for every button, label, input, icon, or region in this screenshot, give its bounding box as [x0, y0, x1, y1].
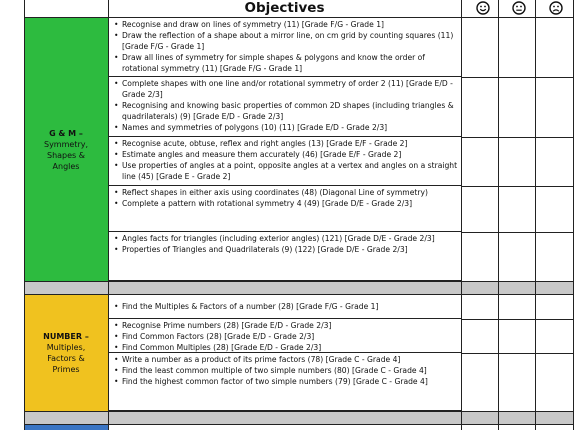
- objective-item: • Recognise and draw on lines of symmetry (11) [Grade F/G - Grade 1]: [122, 19, 459, 30]
- objective-item: • Find the Multiples & Factors of a number (28) [Grade F/G - Grade 1]: [122, 301, 459, 312]
- objective-block: [108, 295, 461, 319]
- objective-item: • Properties of Triangles and Quadrilaterals (9) (122) [Grade D/E - Grade 2/3]: [122, 244, 459, 255]
- objective-block: [108, 77, 461, 137]
- sad-face-icon: [549, 1, 563, 15]
- grid-line: [461, 353, 574, 354]
- category-next: [24, 425, 108, 430]
- objective-item: • Recognise Prime numbers (28) [Grade E/D - Grade 2/3]: [122, 320, 459, 331]
- grid-line: [461, 0, 462, 430]
- separator-row: [24, 281, 574, 295]
- grid-line: [535, 0, 536, 430]
- table-header: [24, 0, 574, 18]
- objective-block: [108, 186, 461, 232]
- category-geometry: [24, 18, 108, 281]
- objective-item: • Find Common Multiples (28) [Grade E/D - Grade 2/3]: [122, 342, 459, 353]
- separator-row: [24, 411, 574, 425]
- category-title: G & M –: [49, 128, 83, 138]
- objective-block: [108, 319, 461, 353]
- objective-item: • Write a number as a product of its prime factors (78) [Grade C - Grade 4]: [122, 354, 459, 365]
- category-number: [24, 295, 108, 411]
- objective-block: [108, 232, 461, 281]
- grid-line: [461, 77, 574, 78]
- objective-item: • Angles facts for triangles (including exterior angles) (121) [Grade D/E - Grade 2/3]: [122, 233, 459, 244]
- neutral-face-icon: [512, 1, 526, 15]
- category-line: Factors &: [47, 354, 85, 363]
- grid-line: [498, 0, 499, 430]
- category-title: NUMBER –: [43, 332, 89, 341]
- objective-item: • Find the least common multiple of two simple numbers (80) [Grade C - Grade 4]: [122, 365, 459, 376]
- objective-item: • Reflect shapes in either axis using coordinates (48) (Diagonal Line of symmetry): [122, 187, 459, 198]
- objective-item: • Find Common Factors (28) [Grade E/D - Grade 2/3]: [122, 331, 459, 342]
- category-line: Symmetry,: [43, 139, 89, 149]
- category-line: Multiples,: [46, 343, 86, 352]
- objective-item: • Recognise acute, obtuse, reflex and right angles (13) [Grade E/F - Grade 2]: [122, 138, 459, 149]
- grid-line: [461, 137, 574, 138]
- objective-item: • Names and symmetries of polygons (10) (11) [Grade E/D - Grade 2/3]: [122, 122, 459, 133]
- grid-line: [461, 319, 574, 320]
- objective-item: • Draw the reflection of a shape about a mirror line, on cm grid by counting squares (11) [Grade F/G - Grade 1]: [122, 30, 459, 52]
- grid-line: [461, 186, 574, 187]
- objective-item: • Estimate angles and measure them accurately (46) [Grade E/F - Grade 2]: [122, 149, 459, 160]
- category-line: Shapes &: [47, 150, 85, 160]
- happy-face-icon: [476, 1, 490, 15]
- category-line: Primes: [52, 365, 80, 374]
- objective-block: [108, 353, 461, 411]
- objective-item: • Complete a pattern with rotational symmetry 4 (49) [Grade D/E - Grade 2/3]: [122, 198, 459, 209]
- category-line: Angles: [52, 161, 80, 171]
- objectives-title: Objectives: [244, 0, 325, 16]
- objective-block: [108, 18, 461, 77]
- objective-item: • Recognising and knowing basic properties of common 2D shapes (including triangles & quadrilaterals) (9) [Grade E/D - Grade 2/3]: [122, 100, 459, 122]
- grid-line: [108, 0, 109, 430]
- objective-item: • Draw all lines of symmetry for simple shapes & polygons and know the order of rotational symmetry (11) [Grade F/G - Grade 1]: [122, 52, 459, 74]
- objective-block: [108, 137, 461, 186]
- objective-item: • Complete shapes with one line and/or rotational symmetry of order 2 (11) [Grade E/D - Grade 2/3]: [122, 78, 459, 100]
- objectives-table: [24, 0, 574, 430]
- grid-line: [24, 0, 25, 430]
- grid-line: [461, 232, 574, 233]
- objective-item: • Find the highest common factor of two simple numbers (79) [Grade C - Grade 4]: [122, 376, 459, 387]
- objective-item: • Use properties of angles at a point, opposite angles at a vertex and angles on a straight line (45) [Grade E - Grade 2]: [122, 160, 459, 182]
